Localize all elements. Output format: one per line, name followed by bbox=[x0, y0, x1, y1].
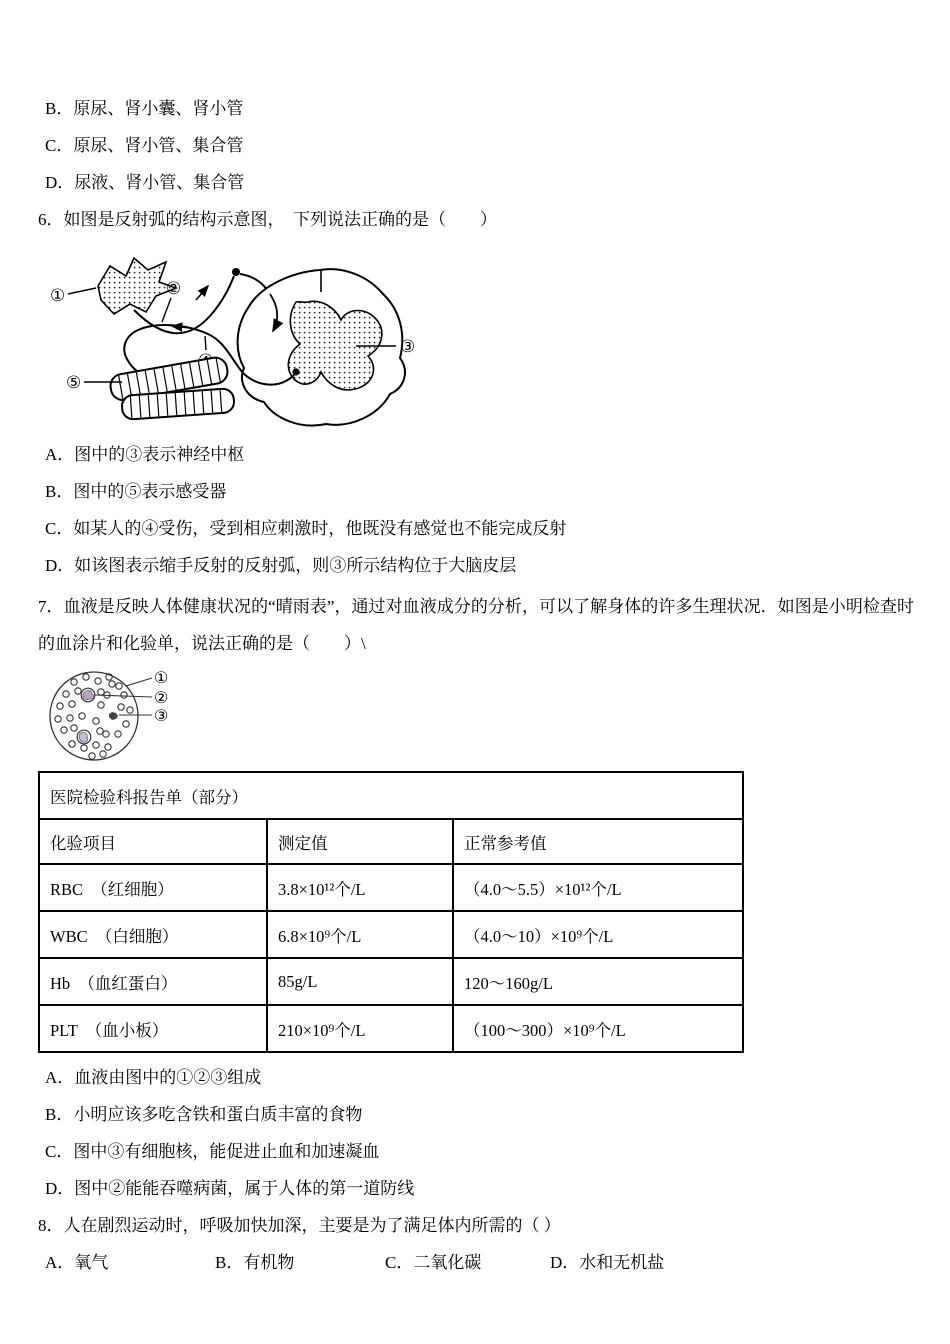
q7-option-a: A．血液由图中的①②③组成 bbox=[45, 1068, 262, 1087]
question-6-stem: 6．如图是反射弧的结构示意图， 下列说法正确的是（ ） bbox=[38, 210, 497, 229]
q8-option-d: D．水和无机盐 bbox=[550, 1253, 665, 1272]
plt-item: PLT （血小板） bbox=[39, 1005, 267, 1052]
q6-option-d: D．如该图表示缩手反射的反射弧，则③所示结构位于大脑皮层 bbox=[45, 556, 517, 575]
wbc-reference: （4.0～10）×10⁹个/L bbox=[453, 911, 743, 958]
white-blood-cell bbox=[81, 688, 95, 702]
q8-option-c: C．二氧化碳 bbox=[385, 1253, 482, 1272]
table-row bbox=[39, 911, 743, 958]
question-8-stem: 8．人在剧烈运动时，呼吸加快加深，主要是为了满足体内所需的（ ） bbox=[38, 1216, 561, 1235]
wbc-item: WBC （白细胞） bbox=[39, 911, 267, 958]
q7-option-d: D．图中②能能吞噬病菌，属于人体的第一道防线 bbox=[45, 1179, 415, 1198]
smear-label-3: ③ bbox=[154, 708, 169, 725]
q8-option-b: B．有机物 bbox=[215, 1253, 295, 1272]
q5-option-c: C．原尿、肾小管、集合管 bbox=[45, 136, 244, 155]
table-row bbox=[39, 958, 743, 1005]
q6-option-c: C．如某人的④受伤，受到相应刺激时，他既没有感觉也不能完成反射 bbox=[45, 519, 567, 538]
q5-option-d: D．尿液、肾小管、集合管 bbox=[45, 173, 245, 192]
figure-label-5: ⑤ bbox=[66, 373, 82, 392]
receptor-skin-shape bbox=[98, 258, 176, 314]
q7-option-c: C．图中③有细胞核，能促进止血和加速凝血 bbox=[45, 1142, 380, 1161]
question-7-stem: 7．血液是反映人体健康状况的“晴雨表”，通过对血液成分的分析，可以了解身体的许多生理状况．如图是小明检查时的血涂片和化验单，说法正确的是（ ）\ bbox=[38, 597, 914, 653]
figure-label-1: ① bbox=[50, 286, 66, 305]
q8-options-row bbox=[45, 1244, 914, 1281]
plt-reference: （100～300）×10⁹个/L bbox=[453, 1005, 743, 1052]
lab-report-table bbox=[38, 771, 744, 1053]
effector-muscle bbox=[109, 356, 235, 420]
reflex-arc-diagram bbox=[38, 246, 438, 428]
rbc-reference: （4.0～5.5）×10¹²个/L bbox=[453, 864, 743, 911]
report-col-measured: 测定值 bbox=[267, 819, 453, 864]
report-col-reference: 正常参考值 bbox=[453, 819, 743, 864]
report-col-item: 化验项目 bbox=[39, 819, 267, 864]
plt-value: 210×10⁹个/L bbox=[267, 1005, 453, 1052]
figure-label-2: ② bbox=[166, 279, 182, 298]
table-row bbox=[39, 864, 743, 911]
red-blood-cells bbox=[55, 674, 133, 759]
figure-label-3: ③ bbox=[400, 337, 416, 356]
reflex-arc-figure bbox=[38, 246, 914, 428]
platelet bbox=[109, 712, 118, 720]
hb-item: Hb （血红蛋白） bbox=[39, 958, 267, 1005]
q7-option-b: B．小明应该多吃含铁和蛋白质丰富的食物 bbox=[45, 1105, 363, 1124]
q5-option-b: B．原尿、肾小囊、肾小管 bbox=[45, 99, 244, 118]
blood-smear-diagram bbox=[46, 664, 221, 769]
rbc-value: 3.8×10¹²个/L bbox=[267, 864, 453, 911]
white-blood-cell-2 bbox=[77, 730, 91, 744]
smear-label-1: ① bbox=[154, 670, 169, 687]
hb-reference: 120～160g/L bbox=[453, 958, 743, 1005]
blood-smear-figure bbox=[46, 664, 914, 769]
table-row bbox=[39, 1005, 743, 1052]
q8-option-a: A．氧气 bbox=[45, 1253, 109, 1272]
hb-value: 85g/L bbox=[267, 958, 453, 1005]
q6-option-b: B．图中的⑤表示感受器 bbox=[45, 482, 227, 501]
rbc-item: RBC （红细胞） bbox=[39, 864, 267, 911]
q6-option-a: A．图中的③表示神经中枢 bbox=[45, 445, 245, 464]
smear-label-2: ② bbox=[154, 690, 169, 707]
report-title: 医院检验科报告单（部分） bbox=[39, 772, 743, 819]
wbc-value: 6.8×10⁹个/L bbox=[267, 911, 453, 958]
